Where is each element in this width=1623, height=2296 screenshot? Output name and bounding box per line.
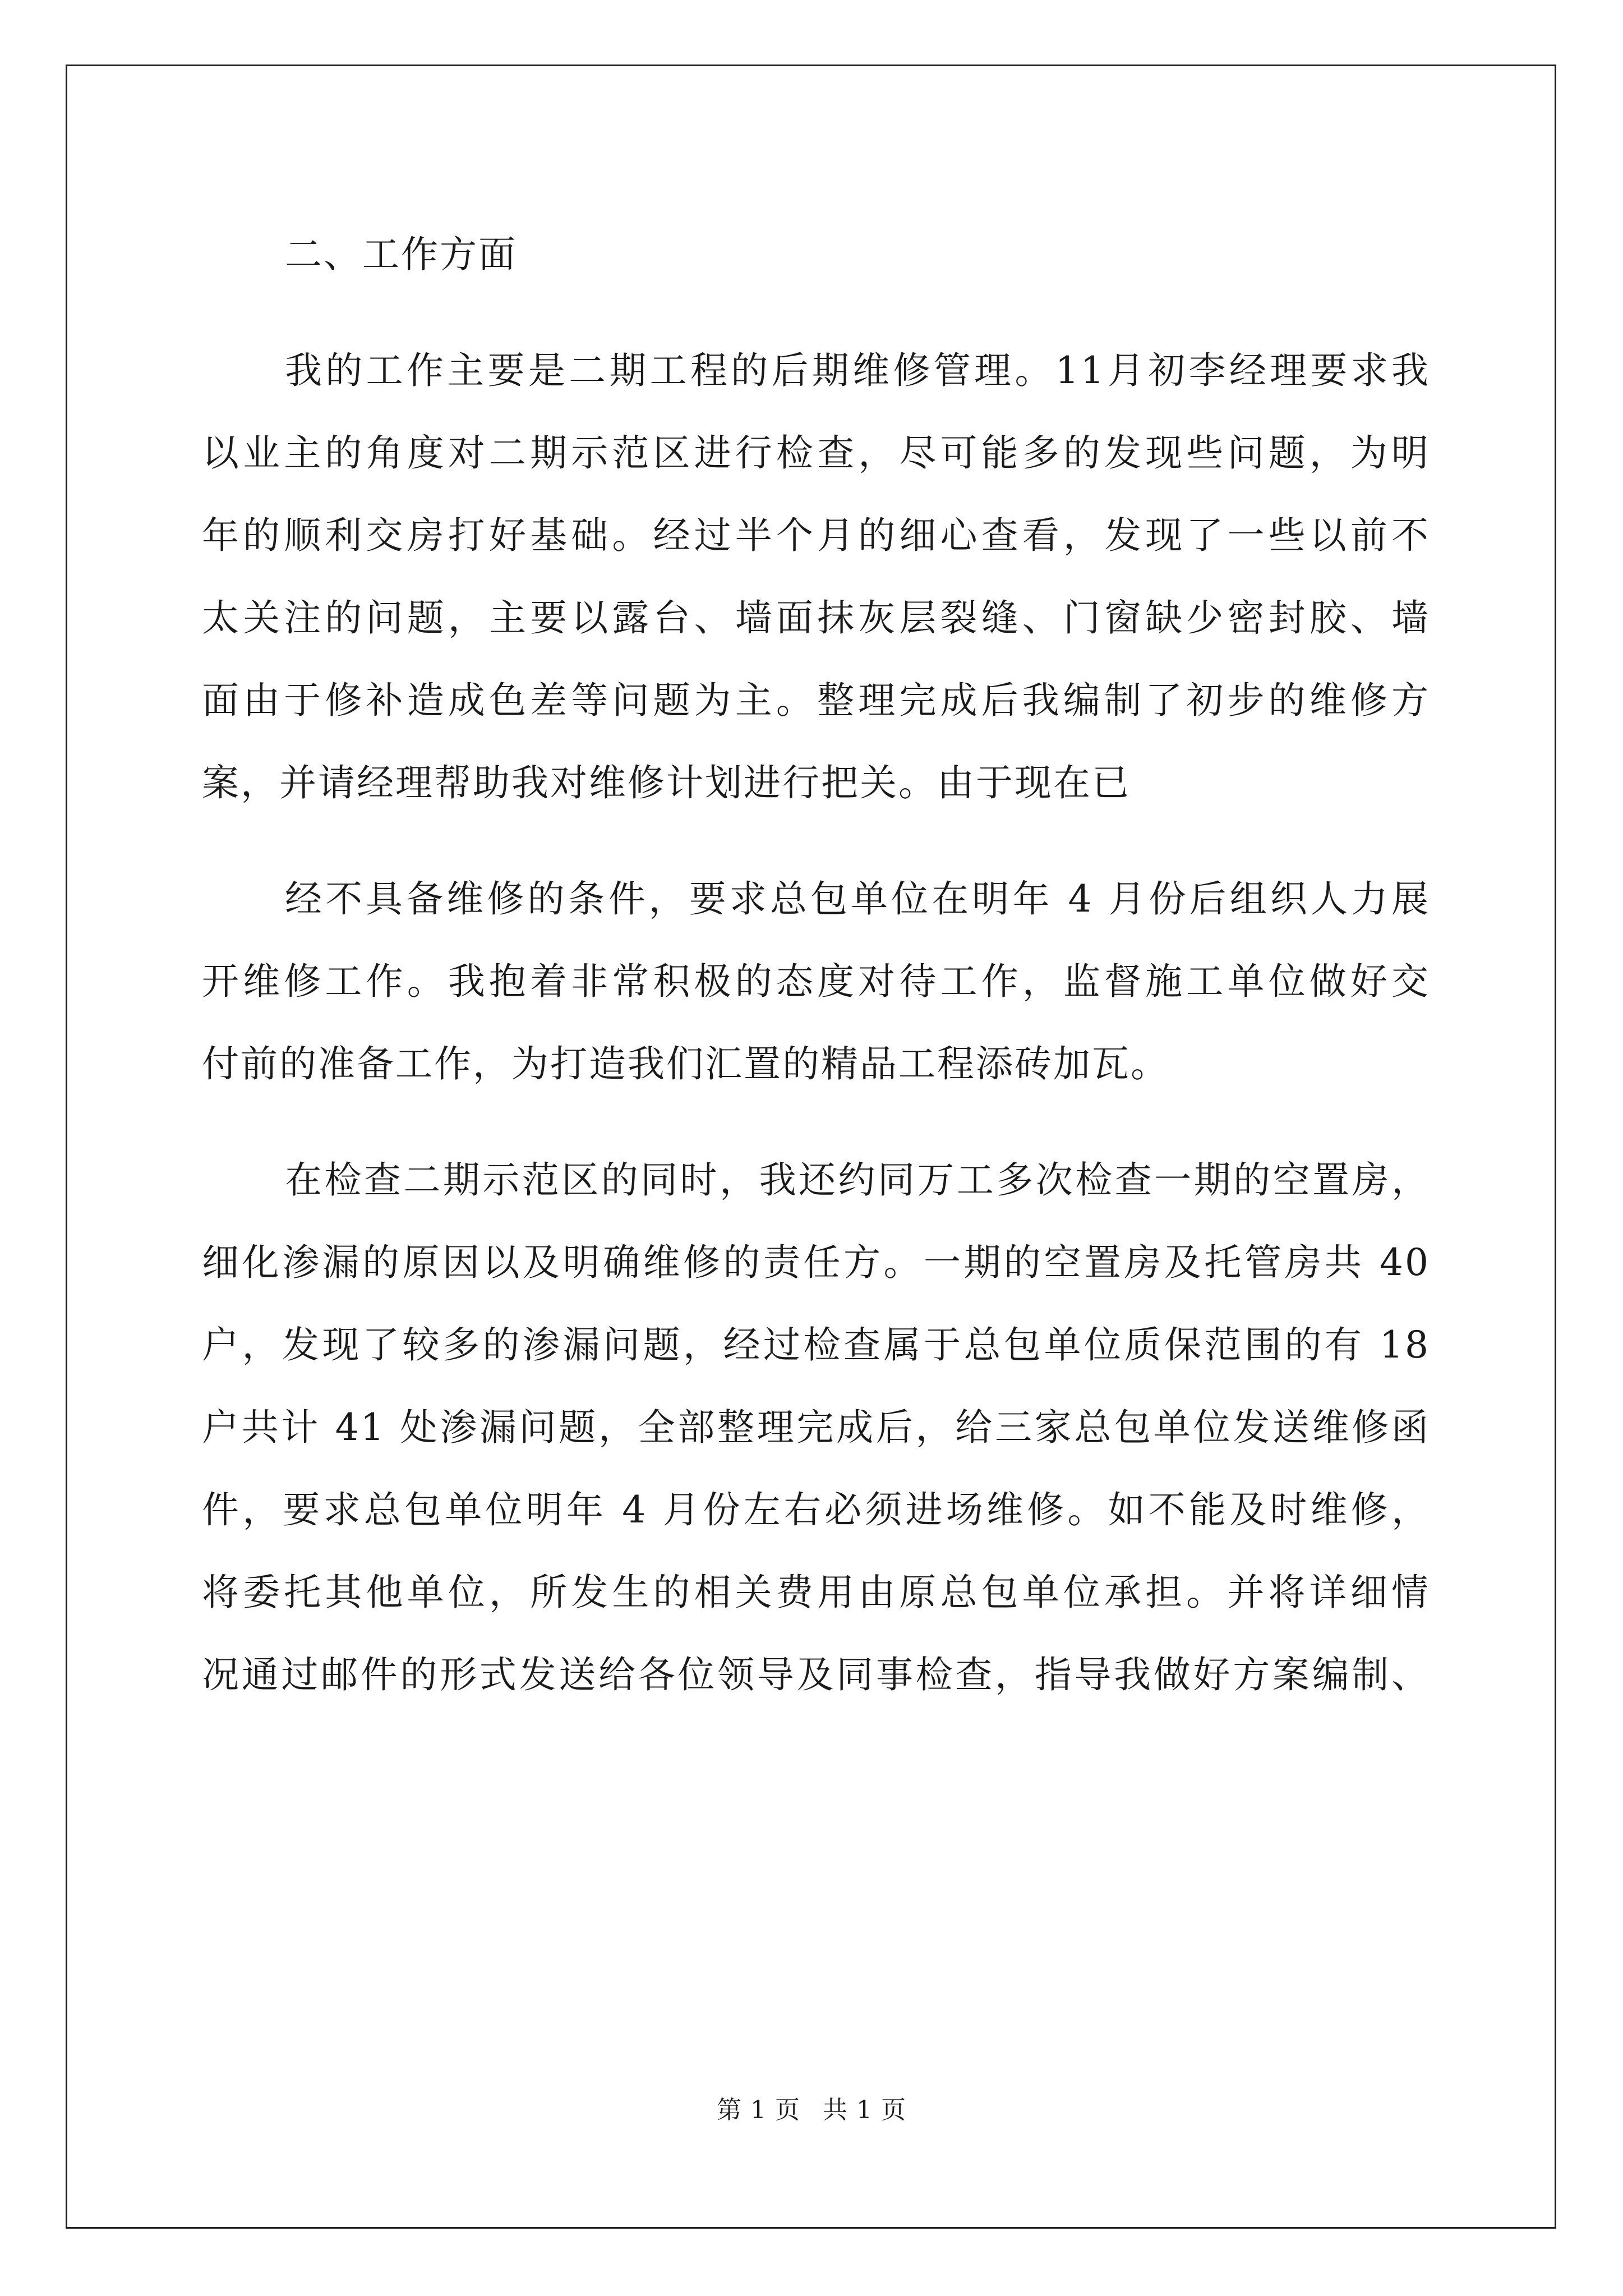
text-line: 面由于修补造成色差等问题为主。整理完成后我编制了初步的维修方 <box>202 679 1430 722</box>
text-line: 户，发现了较多的渗漏问题，经过检查属于总包单位质保范围的有 18 <box>202 1323 1430 1366</box>
page-total: 共 1 页 <box>823 2096 906 2124</box>
page-number: 第 1 页 <box>717 2096 800 2124</box>
text-line: 户共计 41 处渗漏问题，全部整理完成后，给三家总包单位发送维修函 <box>202 1406 1430 1449</box>
text-line: 经不具备维修的条件，要求总包单位在明年 4 月份后组织人力展 <box>285 877 1430 921</box>
text-line: 况通过邮件的形式发送给各位领导及同事检查，指导我做好方案编制、 <box>202 1653 1430 1696</box>
text-line: 我的工作主要是二期工程的后期维修管理。11月初李经理要求我 <box>285 349 1430 392</box>
paragraph-1 <box>202 329 1430 824</box>
text-line: 开维修工作。我抱着非常积极的态度对待工作，监督施工单位做好交 <box>202 960 1430 1003</box>
text-line: 付前的准备工作，为打造我们汇置的精品工程添砖加瓦。 <box>202 1042 1169 1085</box>
text-line: 将委托其他单位，所发生的相关费用由原总包单位承担。并将详细情 <box>202 1571 1430 1614</box>
paragraph-2 <box>202 858 1430 1105</box>
text-line: 年的顺利交房打好基础。经过半个月的细心查看，发现了一些以前不 <box>202 514 1430 557</box>
text-line: 太关注的问题，主要以露台、墙面抹灰层裂缝、门窗缺少密封胶、墙 <box>202 596 1430 639</box>
paragraph-3 <box>202 1139 1430 1716</box>
text-line: 件，要求总包单位明年 4 月份左右必须进场维修。如不能及时维修， <box>202 1488 1430 1531</box>
page-footer <box>0 2090 1623 2125</box>
text-line: 细化渗漏的原因以及明确维修的责任方。一期的空置房及托管房共 40 <box>202 1241 1430 1284</box>
text-line: 案，并请经理帮助我对维修计划进行把关。由于现在已 <box>202 761 1131 804</box>
document-body <box>202 213 1430 1716</box>
text-line: 以业主的角度对二期示范区进行检查，尽可能多的发现些问题，为明 <box>202 431 1430 475</box>
section-heading: 二、工作方面 <box>285 233 517 276</box>
text-line: 在检查二期示范区的同时，我还约同万工多次检查一期的空置房， <box>285 1158 1430 1202</box>
